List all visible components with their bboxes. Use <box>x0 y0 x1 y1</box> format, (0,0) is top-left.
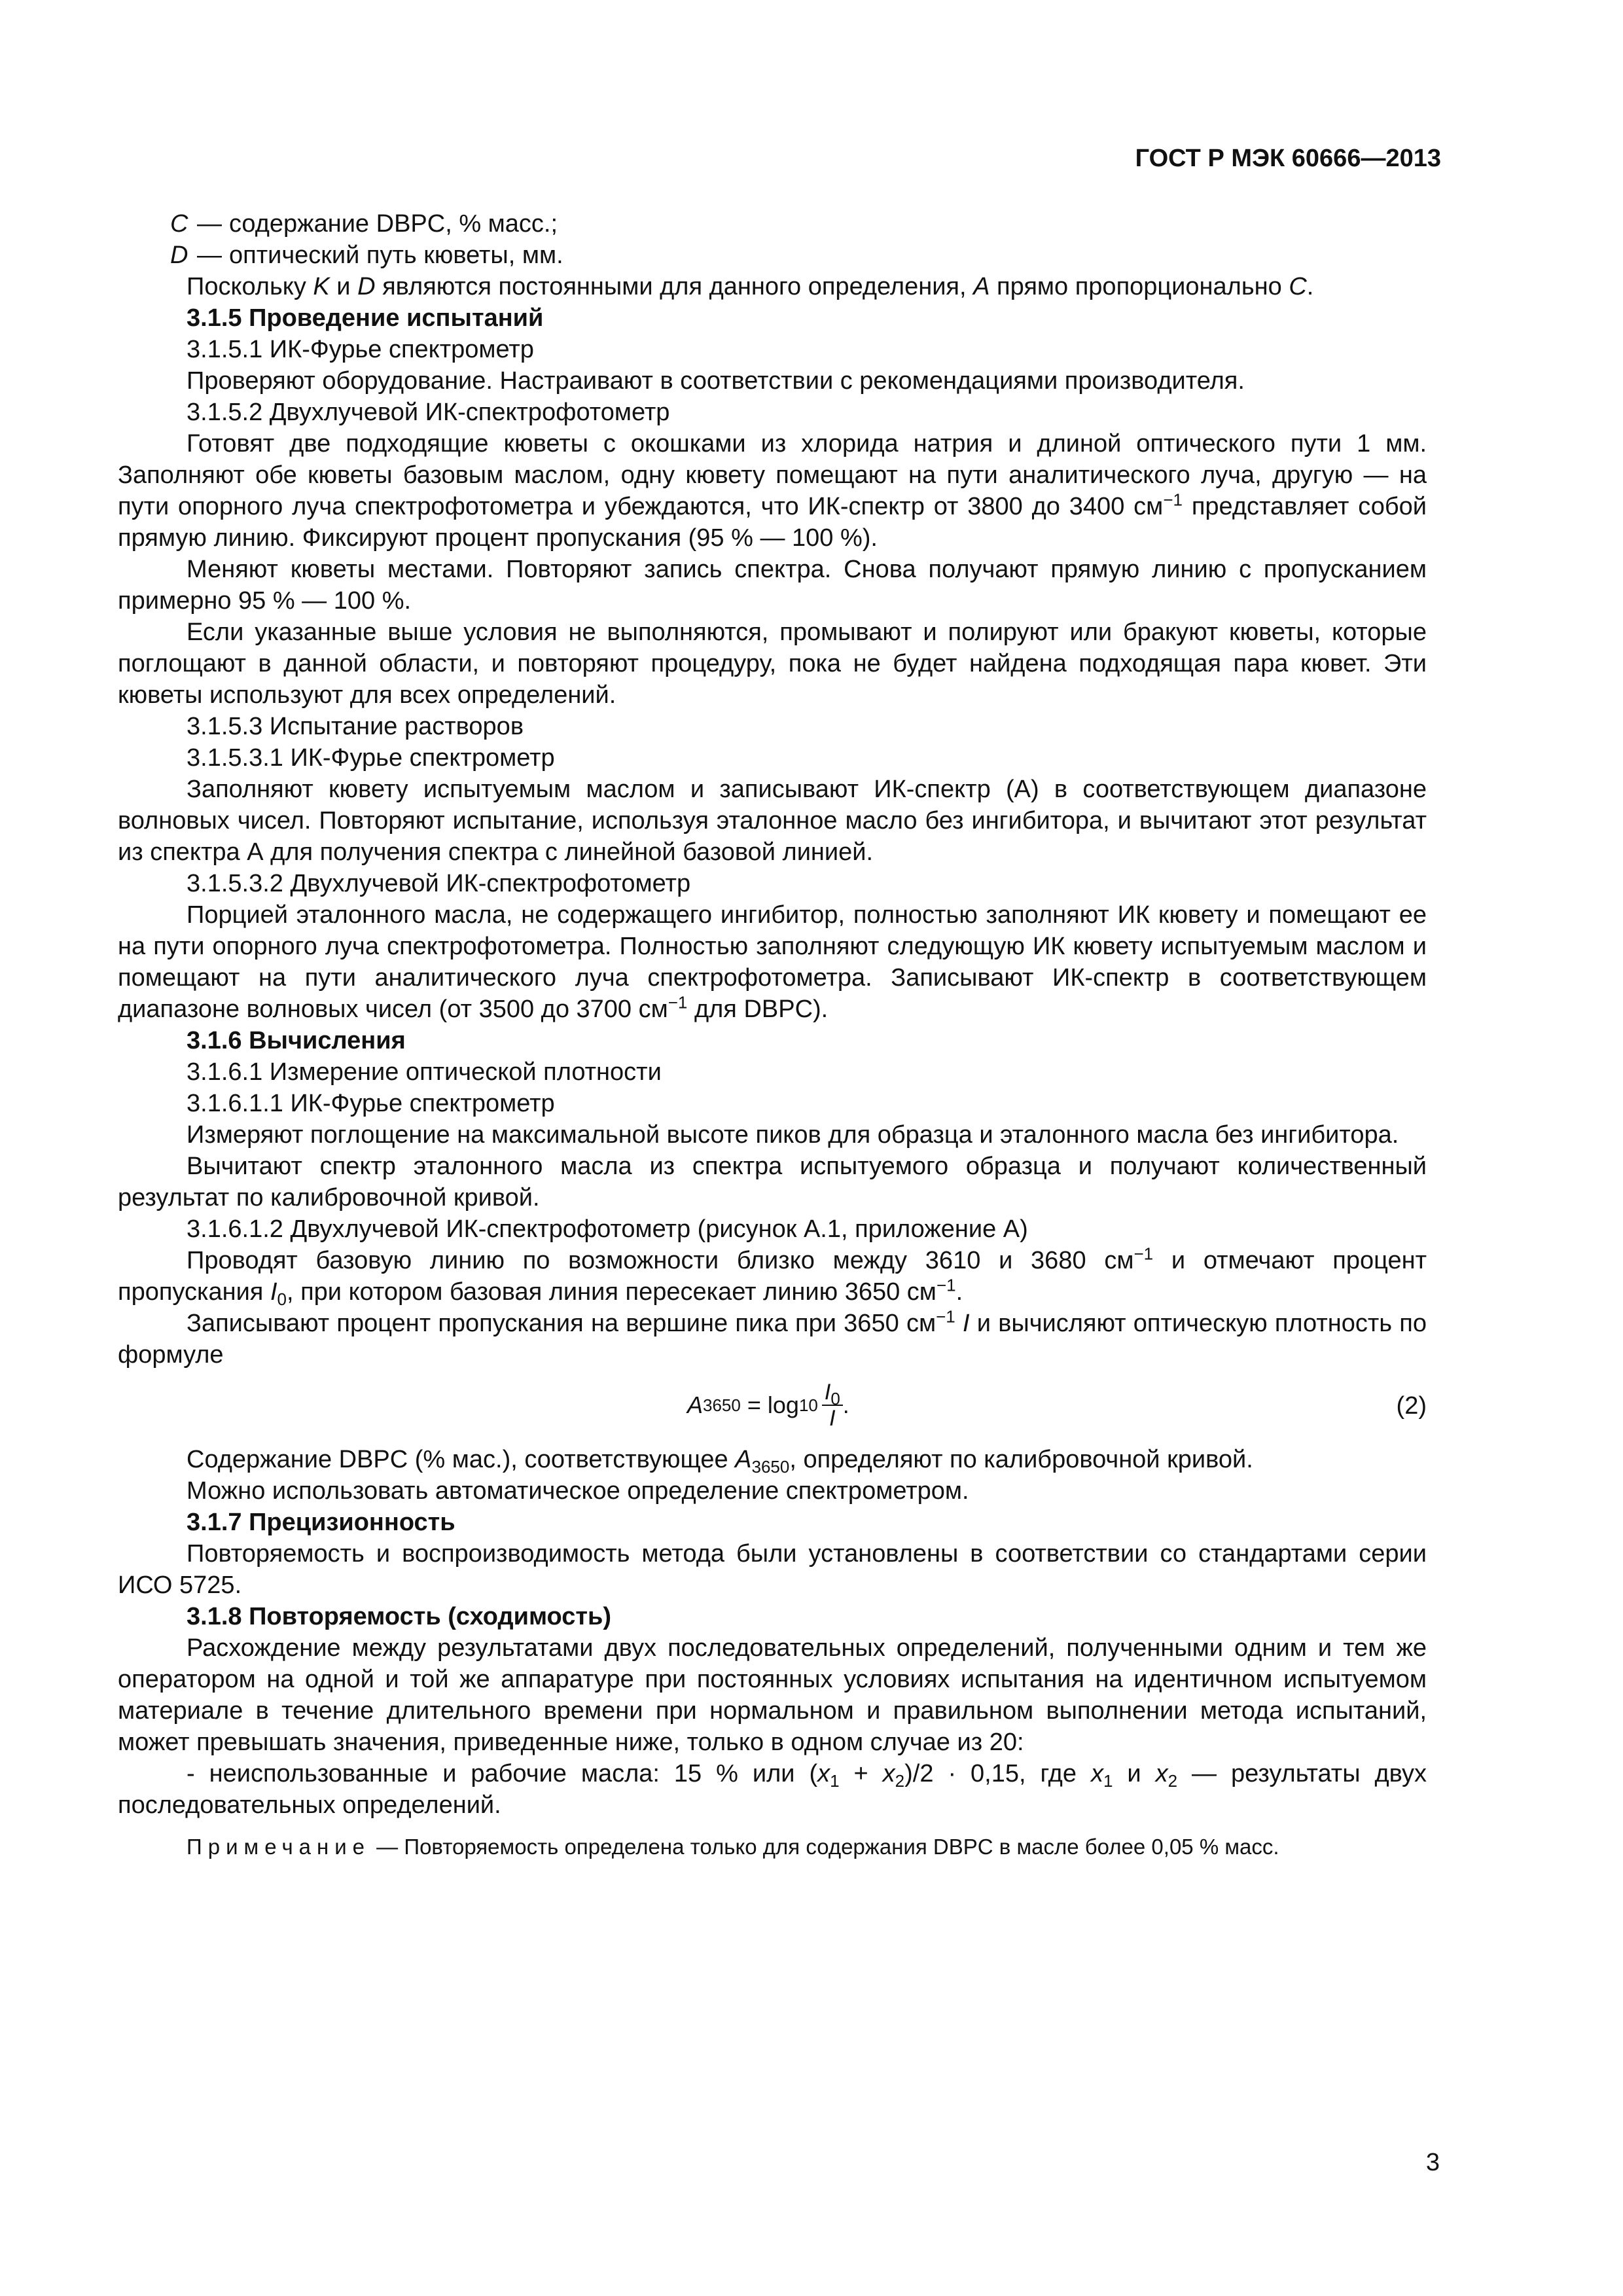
paragraph-baseline: Проводят базовую линию по возможности близко между 3610 и 3680 $см^{-1}$ и отмечают процент пропускания $I_0$, при котором базовая линия пересекает линию 3650 $см^{-1}$. <box>118 1244 1427 1309</box>
formula-optical-density: A 3650 = log 10 $\frac{I_0}{I}$ . <box>687 1380 849 1431</box>
note-text: — Повторяемость определена только для содержания DBPC в масле более 0,05 % масс. <box>370 1835 1279 1859</box>
subsection-3-1-5-3: 3.1.5.3 Испытание растворов <box>187 713 524 740</box>
paragraph-swap-cuvettes: Меняют кюветы местами. Повторяют запись спектра. Снова получают прямую линию с пропусканием примерно 95 % — 100 %. <box>118 556 1427 615</box>
section-heading-3-1-8: 3.1.8 Повторяемость (сходимость) <box>187 1603 612 1630</box>
section-heading-3-1-7: 3.1.7 Прецизионность <box>187 1509 455 1536</box>
definition-text: оптический путь кюветы, мм. <box>229 242 563 269</box>
subsection-3-1-5-3-2: 3.1.5.3.2 Двухлучевой ИК-спектрофотометр <box>187 870 691 897</box>
paragraph-measure-absorption: Измеряют поглощение на максимальной высоте пиков для образца и эталонного масла без ингибитора. <box>187 1121 1399 1149</box>
paragraph-proportionality: Поскольку K и D являются постоянными для данного определения, A прямо пропорционально C. <box>187 273 1314 300</box>
subsection-3-1-6-1: 3.1.6.1 Измерение оптической плотности <box>187 1058 662 1086</box>
paragraph-conditions-not-met: Если указанные выше условия не выполняются, промывают и полируют или бракуют кюветы, которые поглощают в данной области, и повторяют процедуру, пока не будет найдена подходящая пара кювет. Эти кюветы используют для всех определений. <box>118 619 1427 709</box>
section-heading-3-1-5: 3.1.5 Проведение испытаний <box>187 304 544 332</box>
formula-block <box>118 1371 1427 1444</box>
paragraph-oils-repeatability: - неиспользованные и рабочие масла: 15 % или $(x_1 + x_2)/2 \cdot 0,15$, где $x_1$ и $x_2$ — результаты двух последовательных определений. <box>118 1760 1427 1819</box>
definition-c <box>170 208 1427 240</box>
paragraph-record-transmission: Записывают процент пропускания на вершине пика при 3650 $см^{-1}$ I и вычисляют оптическую плотность по формуле <box>118 1306 1427 1369</box>
paragraph-check-equipment: Проверяют оборудование. Настраивают в соответствии с рекомендациями производителя. <box>187 367 1245 395</box>
formula-fraction: $\frac{I_0}{I}$ <box>822 1380 843 1431</box>
paragraph-auto-determination: Можно использовать автоматическое определение спектрометром. <box>187 1477 969 1505</box>
document-body <box>118 208 1427 1861</box>
symbol-c: C <box>170 210 188 238</box>
definition-dash: — <box>197 242 222 269</box>
subsection-3-1-5-3-1: 3.1.5.3.1 ИК-Фурье спектрометр <box>187 744 555 772</box>
note-label: Примечание <box>187 1835 371 1859</box>
note <box>118 1833 1427 1861</box>
paragraph-prepare-cuvettes: Готовят две подходящие кюветы с окошками из хлорида натрия и длиной оптического пути 1 мм. Заполняют обе кюветы базовым маслом, одну кювету помещают на пути аналитического луча, другую — на пути опорного луча спектрофотометра и убеждаются, что ИК-спектр от 3800 до 3400 $см^{-1}$ представляет собой прямую линию. Фиксируют процент пропускания (95 % — 100 %). <box>118 430 1427 552</box>
paragraph-fill-cuvette: Заполняют кювету испытуемым маслом и записывают ИК-спектр (А) в соответствующем диапазоне волновых чисел. Повторяют испытание, используя эталонное масло без ингибитора, и вычитают этот результат из спектра А для получения спектра с линейной базовой линией. <box>118 776 1427 866</box>
document-header: ГОСТ Р МЭК 60666—2013 <box>1135 145 1441 172</box>
paragraph-discrepancy: Расхождение между результатами двух последовательных определений, полученными одним и тем же оператором на одной и той же аппаратуре при постоянных условиях испытания на идентичном испытуемом материале в течение длительного времени при нормальном и правильном выполнении метода испытаний, может превышать значения, приведенные ниже, только в одном случае из 20: <box>118 1634 1427 1756</box>
variable-definitions <box>170 208 1427 271</box>
page-number: 3 <box>1425 2149 1440 2176</box>
paragraph-precision: Повторяемость и воспроизводимость метода были установлены в соответствии со стандартами серии ИСО 5725. <box>118 1540 1427 1599</box>
subsection-3-1-5-2: 3.1.5.2 Двухлучевой ИК-спектрофотометр <box>187 399 670 426</box>
subsection-3-1-6-1-2: 3.1.6.1.2 Двухлучевой ИК-спектрофотометр (рисунок А.1, приложение А) <box>187 1215 1028 1243</box>
definition-text: содержание DBPC, % масс.; <box>229 210 558 238</box>
paragraph-subtract-spectrum: Вычитают спектр эталонного масла из спектра испытуемого образца и получают количественный результат по калибровочной кривой. <box>118 1153 1427 1211</box>
subsection-3-1-6-1-1: 3.1.6.1.1 ИК-Фурье спектрометр <box>187 1090 555 1117</box>
paragraph-reference-oil-portion: Порцией эталонного масла, не содержащего ингибитор, полностью заполняют ИК кювету и помещают ее на пути опорного луча спектрофотометра. Полностью заполняют следующую ИК кювету испытуемым маслом и помещают на пути аналитического луча спектрофотометра. Записывают ИК-спектр в соответствующем диапазоне волновых чисел (от 3500 до 3700 $см^{-1}$ для DBPC). <box>118 901 1427 1023</box>
definition-d <box>170 240 1427 271</box>
subsection-3-1-5-1: 3.1.5.1 ИК-Фурье спектрометр <box>187 336 534 363</box>
formula-number: (2) <box>1396 1392 1427 1420</box>
definition-dash: — <box>197 210 222 238</box>
paragraph-dbpc-content: Содержание DBPC (% мас.), соответствующее $A_{3650}$, определяют по калибровочной кривой. <box>187 1446 1253 1477</box>
symbol-d: D <box>170 242 188 269</box>
section-heading-3-1-6: 3.1.6 Вычисления <box>187 1027 406 1054</box>
